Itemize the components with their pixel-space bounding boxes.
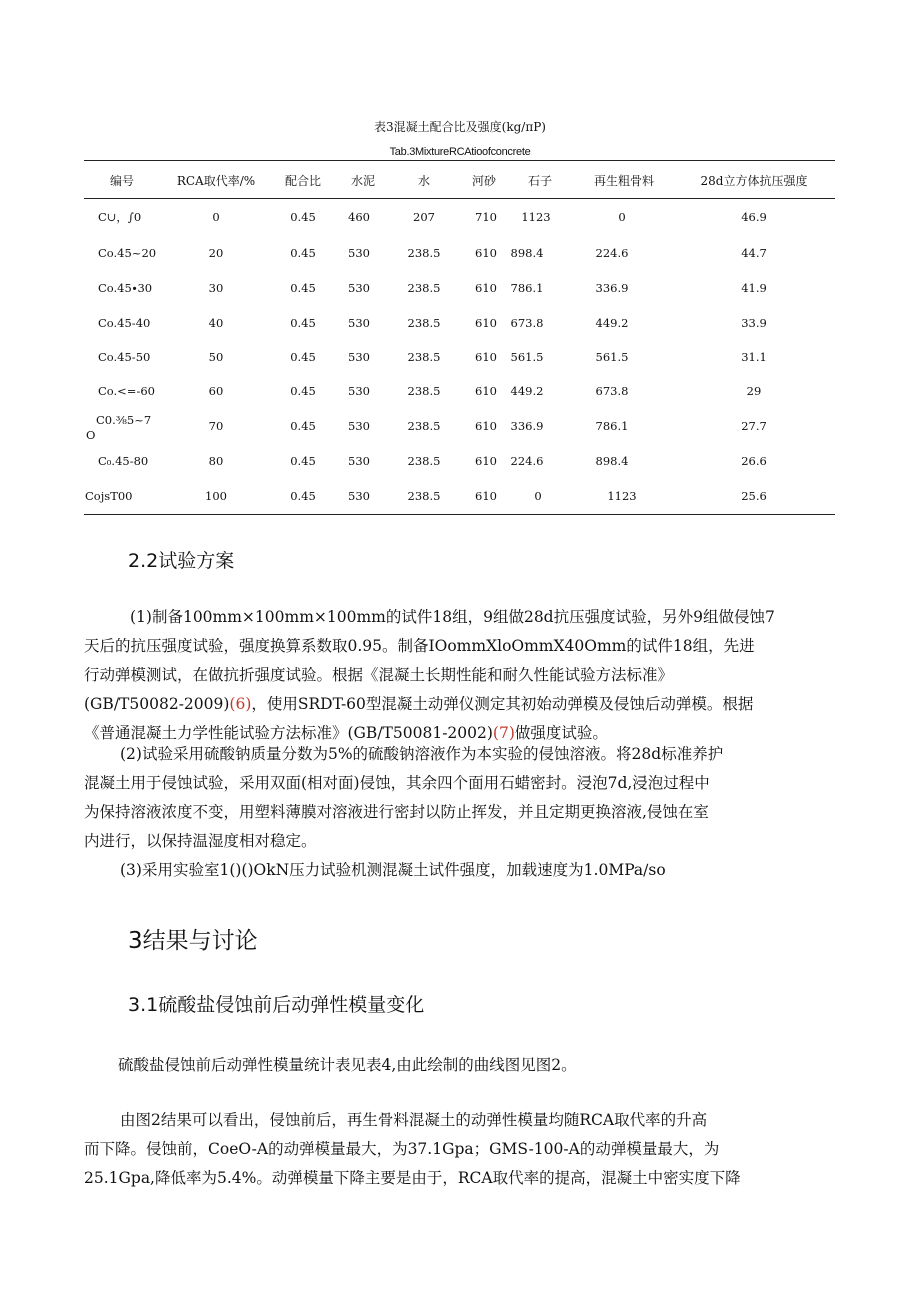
cell-recycled: 673.8 (595, 384, 629, 398)
cell-strength: 33.9 (741, 316, 767, 330)
cell-recycled: 786.1 (595, 419, 629, 433)
cell-ratio: 0.45 (290, 419, 316, 433)
cell-stone: 673.8 (510, 316, 544, 330)
section-2-2-heading: 2.2试验方案 (128, 550, 235, 572)
table-header-rule (84, 198, 835, 199)
paragraph-line: 天后的抗压强度试验，强度换算系数取0.95。制备IOommXloOmmX40Omm的试件18组，先进 (84, 637, 755, 655)
cell-strength: 41.9 (741, 281, 767, 295)
cell-sand: 610 (475, 281, 497, 295)
cell-stone: 449.2 (510, 384, 544, 398)
cell-water: 238.5 (407, 419, 441, 433)
cell-rca: 40 (208, 316, 224, 330)
paragraph-line: 25.1Gpa,降低率为5.4%。动弹模量下降主要是由于，RCA取代率的提高，混凝土中密实度下降 (84, 1169, 741, 1187)
cell-sand: 610 (475, 489, 497, 503)
cell-sand: 610 (475, 316, 497, 330)
cell-ratio: 0.45 (290, 210, 316, 224)
cell-id: Co.45-40 (98, 316, 151, 330)
cell-id-continued: O (86, 428, 96, 442)
cell-water: 238.5 (407, 350, 441, 364)
cell-stone: 224.6 (510, 454, 544, 468)
cell-water: 238.5 (407, 489, 441, 503)
paragraph-line: 混凝土用于侵蚀试验，采用双面(相对面)侵蚀，其余四个面用石蜡密封。浸泡7d,浸泡过程中 (84, 774, 710, 792)
line-text: (GB/T50082-2009) (84, 695, 230, 713)
cell-id: C∪，∫0 (98, 210, 142, 224)
cell-sand: 610 (475, 350, 497, 364)
cell-water: 238.5 (407, 281, 441, 295)
method-paragraph-3 (84, 856, 836, 885)
cell-water: 238.5 (407, 384, 441, 398)
section-3-heading: 3结果与讨论 (128, 928, 258, 954)
cell-ratio: 0.45 (290, 281, 316, 295)
cell-id: C₀.45-80 (98, 454, 149, 468)
cell-recycled: 336.9 (595, 281, 629, 295)
paragraph-line: 行动弹模测试，在做抗折强度试验。根据《混凝土长期性能和耐久性能试验方法标准》 (84, 666, 674, 684)
cell-strength: 25.6 (741, 489, 767, 503)
header-cement: 水泥 (350, 174, 376, 188)
cell-cement: 530 (348, 246, 370, 260)
line-text: ，使用SRDT-60型混凝土动弹仪测定其初始动弹模及侵蚀后动弹模。根据 (251, 695, 754, 713)
paragraph-line: 内进行，以保持温湿度相对稳定。 (84, 832, 317, 850)
cell-ratio: 0.45 (290, 316, 316, 330)
cell-recycled: 0 (618, 210, 626, 224)
header-rca: RCA取代率/% (176, 174, 256, 188)
cell-cement: 530 (348, 384, 370, 398)
cell-cement: 530 (348, 454, 370, 468)
cell-recycled: 224.6 (595, 246, 629, 260)
cell-cement: 530 (348, 316, 370, 330)
cell-ratio: 0.45 (290, 454, 316, 468)
cell-sand: 610 (475, 246, 497, 260)
cell-cement: 530 (348, 489, 370, 503)
cell-strength: 44.7 (741, 246, 767, 260)
cell-strength: 27.7 (741, 419, 767, 433)
cell-stone: 0 (534, 489, 542, 503)
cell-water: 238.5 (407, 316, 441, 330)
cell-stone: 561.5 (510, 350, 544, 364)
cell-rca: 100 (205, 489, 227, 503)
cell-rca: 20 (208, 246, 224, 260)
cell-ratio: 0.45 (290, 489, 316, 503)
cell-ratio: 0.45 (290, 384, 316, 398)
cell-id: Co.45∙30 (98, 281, 153, 295)
paragraph-line (84, 690, 836, 719)
cell-rca: 80 (208, 454, 224, 468)
paragraph-line: (2)试验采用硫酸钠质量分数为5%的硫酸钠溶液作为本实验的侵蚀溶液。将28d标准养护 (120, 745, 724, 763)
cell-cement: 460 (348, 210, 370, 224)
table-top-rule (84, 160, 835, 161)
cell-strength: 29 (746, 384, 762, 398)
cell-ratio: 0.45 (290, 246, 316, 260)
header-sand: 河砂 (471, 174, 497, 188)
cell-rca: 70 (208, 419, 224, 433)
paragraph-line: 而下降。侵蚀前，CoeO-A的动弹模量最大，为37.1Gpa；GMS-100-A的动弹模量最大，为 (84, 1140, 720, 1158)
results-paragraph-1 (84, 1051, 836, 1080)
header-water: 水 (417, 174, 431, 188)
paragraph-line: (3)采用实验室1()()OkN压力试验机测混凝土试件强度，加载速度为1.0MPa∕so (120, 861, 666, 879)
cell-sand: 710 (475, 210, 497, 224)
cell-stone: 1123 (521, 210, 551, 224)
paragraph-line: 为保持溶液浓度不变，用塑料薄膜对溶液进行密封以防止挥发，并且定期更换溶液,侵蚀在室 (84, 803, 709, 821)
cell-sand: 610 (475, 384, 497, 398)
cell-stone: 336.9 (510, 419, 544, 433)
cell-rca: 50 (208, 350, 224, 364)
reference-link-7[interactable]: (7) (492, 724, 515, 742)
method-paragraph-2 (84, 740, 836, 856)
paragraph-line: 由图2结果可以看出，侵蚀前后，再生骨料混凝土的动弹性模量均随RCA取代率的升高 (120, 1111, 708, 1129)
cell-strength: 26.6 (741, 454, 767, 468)
cell-sand: 610 (475, 454, 497, 468)
table-caption-cn: 表3混凝土配合比及强度(kg/πP) (374, 120, 546, 134)
cell-id: C0.⅜5~7 (96, 413, 152, 427)
header-stone: 石子 (527, 174, 553, 188)
cell-id: Co.45~20 (98, 246, 157, 260)
cell-water: 238.5 (407, 246, 441, 260)
results-paragraph-2 (84, 1106, 836, 1193)
cell-recycled: 561.5 (595, 350, 629, 364)
header-recycled: 再生粗骨料 (593, 174, 655, 188)
cell-rca: 60 (208, 384, 224, 398)
line-text: 《普通混凝土力学性能试验方法标准》(GB/T50081-2002) (84, 724, 493, 742)
cell-stone: 898.4 (510, 246, 544, 260)
table-caption-en: Tab.3MixtureRCAtioofconcrete (389, 146, 531, 158)
cell-id: CojsT00 (85, 489, 133, 503)
paragraph-line: 硫酸盐侵蚀前后动弹性模量统计表见表4,由此绘制的曲线图见图2。 (118, 1056, 577, 1074)
cell-id: Co.<=-60 (98, 384, 155, 398)
paragraph-line: (1)制备100mm×100mm×100mm的试件18组，9组做28d抗压强度试验，另外9组做侵蚀7 (130, 608, 775, 626)
cell-cement: 530 (348, 419, 370, 433)
cell-recycled: 1123 (607, 489, 637, 503)
header-strength: 28d立方体抗压强度 (700, 174, 808, 188)
cell-recycled: 898.4 (595, 454, 629, 468)
cell-sand: 610 (475, 419, 497, 433)
header-id: 编号 (109, 174, 135, 188)
cell-strength: 31.1 (741, 350, 767, 364)
cell-cement: 530 (348, 281, 370, 295)
table-bottom-rule (84, 514, 835, 515)
cell-strength: 46.9 (741, 210, 767, 224)
cell-cement: 530 (348, 350, 370, 364)
method-paragraph-1 (84, 603, 836, 748)
cell-water: 207 (413, 210, 435, 224)
reference-link-6[interactable]: (6) (229, 695, 252, 713)
cell-rca: 30 (208, 281, 224, 295)
cell-recycled: 449.2 (595, 316, 629, 330)
cell-stone: 786.1 (510, 281, 544, 295)
header-ratio: 配合比 (284, 174, 322, 188)
cell-water: 238.5 (407, 454, 441, 468)
section-3-1-heading: 3.1硫酸盐侵蚀前后动弹性模量变化 (128, 994, 425, 1016)
cell-rca: 0 (212, 210, 220, 224)
cell-ratio: 0.45 (290, 350, 316, 364)
line-text: 做强度试验。 (514, 724, 608, 742)
cell-id: Co.45-50 (98, 350, 151, 364)
